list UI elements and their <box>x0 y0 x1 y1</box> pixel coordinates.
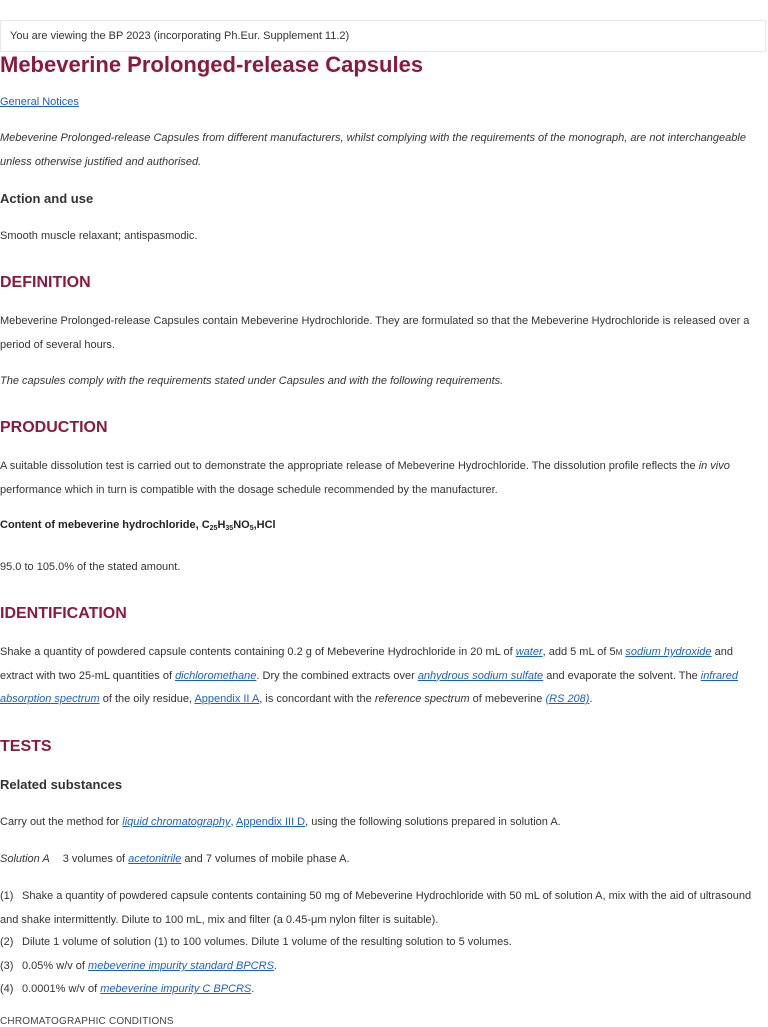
solution-4-text: (4) 0.0001% w/v of mebeverine impurity C BPCRS. <box>0 983 255 995</box>
content-heading: Content of mebeverine hydrochloride, $C_{25}H_{35}NO_5,HCl$ <box>0 519 276 532</box>
appendix-3d-link[interactable]: Appendix III D <box>236 816 306 828</box>
appendix-2a-link[interactable]: Appendix II A <box>194 693 260 705</box>
action-use-text: Smooth muscle relaxant; antispasmodic. <box>0 230 198 242</box>
edition-banner-text: You are viewing the BP 2023 (incorporating Ph.Eur. Supplement 11.2) <box>10 30 350 42</box>
content-value: 95.0 to 105.0% of the stated amount. <box>0 561 181 573</box>
water-link[interactable]: water <box>515 646 543 658</box>
page-title: Mebeverine Prolonged-release Capsules <box>0 52 424 77</box>
production-heading: PRODUCTION <box>0 419 108 436</box>
dichloromethane-link[interactable]: dichloromethane <box>175 669 257 682</box>
rs-208-link[interactable]: (RS 208) <box>545 693 590 705</box>
anhydrous-sodium-sulfate-link[interactable]: anhydrous sodium sulfate <box>417 669 544 682</box>
chromatographic-conditions-heading: CHROMATOGRAPHIC CONDITIONS <box>0 1016 174 1027</box>
tests-heading: TESTS <box>0 738 52 755</box>
lc-method-text: Carry out the method for liquid chromatography, Appendix III D, using the following solutions prepared in solution A. <box>0 816 561 828</box>
general-notices-link[interactable]: General Notices <box>0 96 79 108</box>
solution-2-text: (2) Dilute 1 volume of solution (1) to 100 volumes. Dilute 1 volume of the resulting solution to 5 volumes. <box>0 936 512 948</box>
definition-compliance-text: The capsules comply with the requirements stated under Capsules and with the following requirements. <box>0 375 504 387</box>
infrared-absorption-spectrum-link[interactable]: infrared absorption spectrum <box>0 669 739 705</box>
definition-text: Mebeverine Prolonged-release Capsules contain Mebeverine Hydrochloride. They are formulated so that the Mebeverine Hydrochloride is released over a period of several hours. <box>0 315 750 351</box>
edition-banner <box>0 20 766 52</box>
solution-1-text: (1) Shake a quantity of powdered capsule contents containing 50 mg of Mebeverine Hydrochloride with 50 mL of solution A, mix with the aid of ultrasound and shake intermittently. Dilute to 100 mL, mix and filter (a 0.45-μm nylon filter is suitable). <box>0 890 752 926</box>
mebeverine-impurity-standard-link[interactable]: mebeverine impurity standard BPCRS <box>88 960 274 972</box>
interchangeability-note: Mebeverine Prolonged-release Capsules from different manufacturers, whilst complying with the requirements of the monograph, are not interchangeable unless otherwise justified and authorised. <box>0 132 746 168</box>
solution-a-text: Solution A 3 volumes of acetonitrile and 7 volumes of mobile phase A. <box>0 853 350 865</box>
action-use-heading: Action and use <box>0 191 94 206</box>
acetonitrile-link[interactable]: acetonitrile <box>128 853 182 865</box>
identification-heading: IDENTIFICATION <box>0 605 127 622</box>
liquid-chromatography-link[interactable]: liquid chromatography <box>122 816 231 828</box>
mebeverine-impurity-c-link[interactable]: mebeverine impurity C BPCRS <box>100 983 252 995</box>
related-substances-heading: Related substances <box>0 777 123 792</box>
definition-heading: DEFINITION <box>0 274 91 291</box>
identification-text: Shake a quantity of powdered capsule contents containing 0.2 g of Mebeverine Hydrochloride in 20 mL of water, add 5 mL of 5M sodium hydroxide and extract with two 25-mL quantities of dichloromethane. Dry the combined extracts over anhydrous sodium sulfate and evaporate the solvent. The infrared absorption spectrum of the oily residue, Appendix II A, is concordant with the reference spectrum of mebeverine (RS 208). <box>0 646 739 705</box>
sodium-hydroxide-link[interactable]: sodium hydroxide <box>625 646 712 658</box>
production-text: A suitable dissolution test is carried out to demonstrate the appropriate release of Mebeverine Hydrochloride. The dissolution profile reflects the in vivo performance which in turn is compatible with the dosage schedule recommended by the manufacturer. <box>0 460 730 496</box>
solution-3-text: (3) 0.05% w/v of mebeverine impurity standard BPCRS. <box>0 960 277 972</box>
